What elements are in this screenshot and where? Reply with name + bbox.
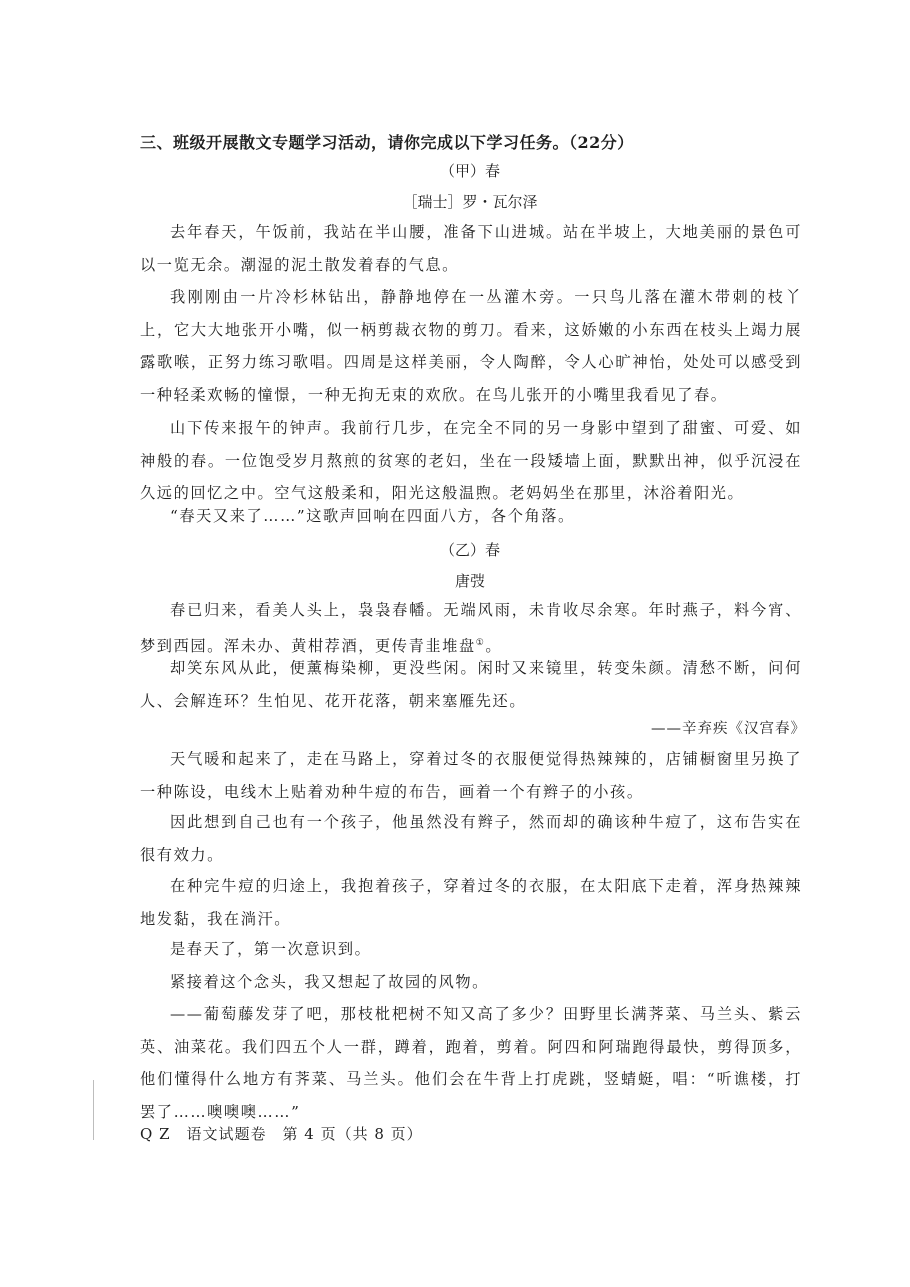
passage-a-paragraph: 我刚刚由一片冷杉林钻出，静静地停在一丛灌木旁。一只鸟儿落在灌木带刺的枝丫上，它大大地张开小嘴，似一柄剪裁衣物的剪刀。看来，这娇嫩的小东西在枝头上竭力展露歌喉，正努力练习歌唱。四周是这样美丽，令人陶醉，令人心旷神怡，处处可以感受到一种轻柔欢畅的憧憬，一种无拘无束的欢欣。在鸟儿张开的小嘴里我看见了春。 (140, 288, 802, 404)
passage-b-title: （乙）春 (439, 541, 500, 559)
passage-a-paragraph: 山下传来报午的钟声。我前行几步，在完全不同的另一身影中望到了甜蜜、可爱、如神般的春。一位饱受岁月熬煎的贫寒的老妇，坐在一段矮墙上面，默默出神，似乎沉浸在久远的回忆之中。空气这般柔和，阳光这般温煦。老妈妈坐在那里，沐浴着阳光。 (140, 419, 802, 502)
passage-a-title: （甲）春 (439, 162, 500, 180)
passage-b-paragraph: 是春天了，第一次意识到。 (170, 940, 372, 958)
passage-b-paragraph: 因此想到自己也有一个孩子，他虽然没有辫子，然而却的确该种牛痘了，这布告实在很有效力。 (140, 813, 802, 864)
margin-rule (93, 1080, 94, 1140)
question-heading: 三、班级开展散文专题学习活动，请你完成以下学习任务。（22分） (140, 133, 634, 152)
poem-attribution: ——辛弃疾《汉宫春》 (651, 721, 806, 737)
passage-b-paragraph: ——葡萄藤发芽了吧，那枝枇杷树不知又高了多少？田野里长满荠菜、马兰头、紫云英、油菜花。我们四五个人一群，蹲着，跑着，剪着。阿四和阿瑞跑得最快，剪得顶多，他们懂得什么地方有荠菜、马兰头。他们会在牛背上打虎跳，竖蜻蜓，唱：“听谯楼，打罢了……噢噢噢……” (140, 1005, 802, 1121)
passage-b-paragraph: 天气暖和起来了，走在马路上，穿着过冬的衣服便觉得热辣辣的，店铺橱窗里另换了一种陈设，电线木上贴着劝种牛痘的布告，画着一个有辫子的小孩。 (140, 750, 802, 801)
passage-b-paragraph: 在种完牛痘的归途上，我抱着孩子，穿着过冬的衣服，在太阳底下走着，浑身热辣辣地发黏，我在淌汗。 (140, 877, 802, 928)
passage-a-paragraph: 去年春天，午饭前，我站在半山腰，准备下山进城。站在半坡上，大地美丽的景色可以一览无余。潮湿的泥土散发着春的气息。 (140, 223, 802, 274)
passage-a-paragraph: “春天又来了……”这歌声回响在四面八方，各个角落。 (170, 507, 575, 525)
poem-stanza-text: 春已归来，看美人头上，袅袅春幡。无端风雨，未肯收尽余寒。年时燕子，料今宵、梦到西园。浑未办、黄柑荐酒，更传青韭堆盘 (140, 601, 802, 655)
footnote-marker: ① (475, 637, 486, 648)
passage-b-author: 唐弢 (454, 572, 485, 590)
passage-a-author: ［瑞士］罗・瓦尔泽 (402, 193, 538, 211)
passage-b-paragraph: 紧接着这个念头，我又想起了故园的风物。 (170, 973, 489, 991)
poem-stanza-end: 。 (485, 636, 503, 655)
page-footer: Q Z 语文试题卷 第 4 页（共 8 页） (140, 1125, 423, 1143)
poem-stanza: 却笑东风从此，便薰梅染柳，更没些闲。闲时又来镜里，转变朱颜。清愁不断，问何人、会解连环？生怕见、花开花落，朝来塞雁先还。 (140, 659, 802, 710)
